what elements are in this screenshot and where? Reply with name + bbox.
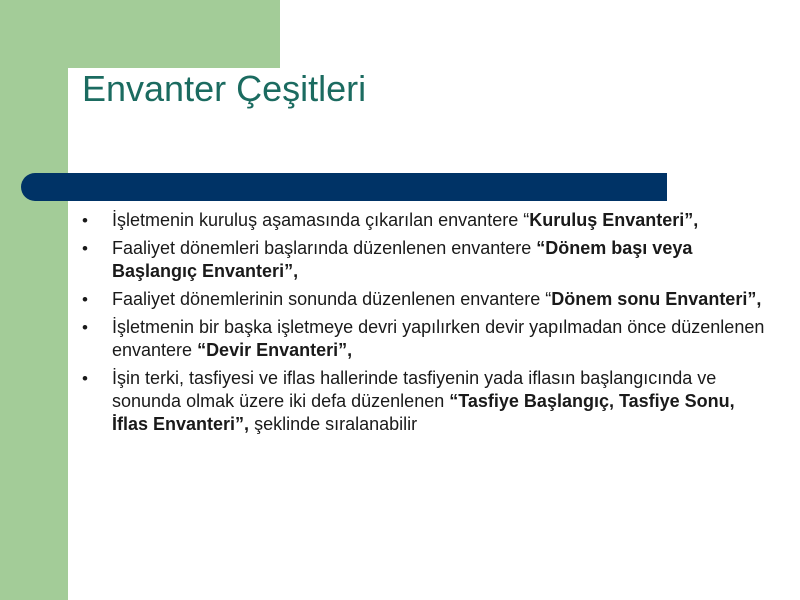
title-underline-bar xyxy=(21,173,667,201)
bullet-bold-text: Dönem sonu Envanteri”, xyxy=(551,289,762,309)
bullet-dot-icon: • xyxy=(82,211,88,230)
bullet-text: şeklinde sıralanabilir xyxy=(249,414,418,434)
bullet-bold-text: “Devir Envanteri”, xyxy=(197,340,353,360)
bullet-dot-icon: • xyxy=(82,369,88,388)
bullet-text: İşletmenin bir başka işletmeye devri yapılırken devir yapılmadan önce düzenlenen envantere xyxy=(112,317,765,360)
bullet-text: İşin terki, tasfiyesi ve iflas hallerinde tasfiyenin yada iflasın başlangıcında ve sonunda olmak üzere iki defa düzenlenen xyxy=(112,368,717,411)
bullet-text: Faaliyet dönemlerinin sonunda düzenlenen envantere “ xyxy=(112,289,552,309)
bullet-text: İşletmenin kuruluş aşamasında çıkarılan envantere “ xyxy=(112,210,530,230)
bullet-item xyxy=(82,316,772,362)
slide-title: Envanter Çeşitleri xyxy=(82,68,367,109)
bullet-bold-text: “Dönem başı veya Başlangıç Envanteri”, xyxy=(112,238,693,281)
bullet-item xyxy=(82,209,772,232)
bullet-item xyxy=(82,237,772,283)
green-top-band xyxy=(68,0,280,68)
bullet-dot-icon: • xyxy=(82,318,88,337)
green-side-band xyxy=(0,0,68,600)
bullet-bold-text: Kuruluş Envanteri”, xyxy=(529,210,699,230)
bullet-item xyxy=(82,367,772,436)
bullet-text: Faaliyet dönemleri başlarında düzenlenen envantere xyxy=(112,238,537,258)
bullet-item xyxy=(82,288,772,311)
bullet-bold-text: “Tasfiye Başlangıç, Tasfiye Sonu, İflas Envanteri”, xyxy=(112,391,735,434)
bullet-dot-icon: • xyxy=(82,239,88,258)
bullet-dot-icon: • xyxy=(82,290,88,309)
bullet-list xyxy=(82,209,772,441)
